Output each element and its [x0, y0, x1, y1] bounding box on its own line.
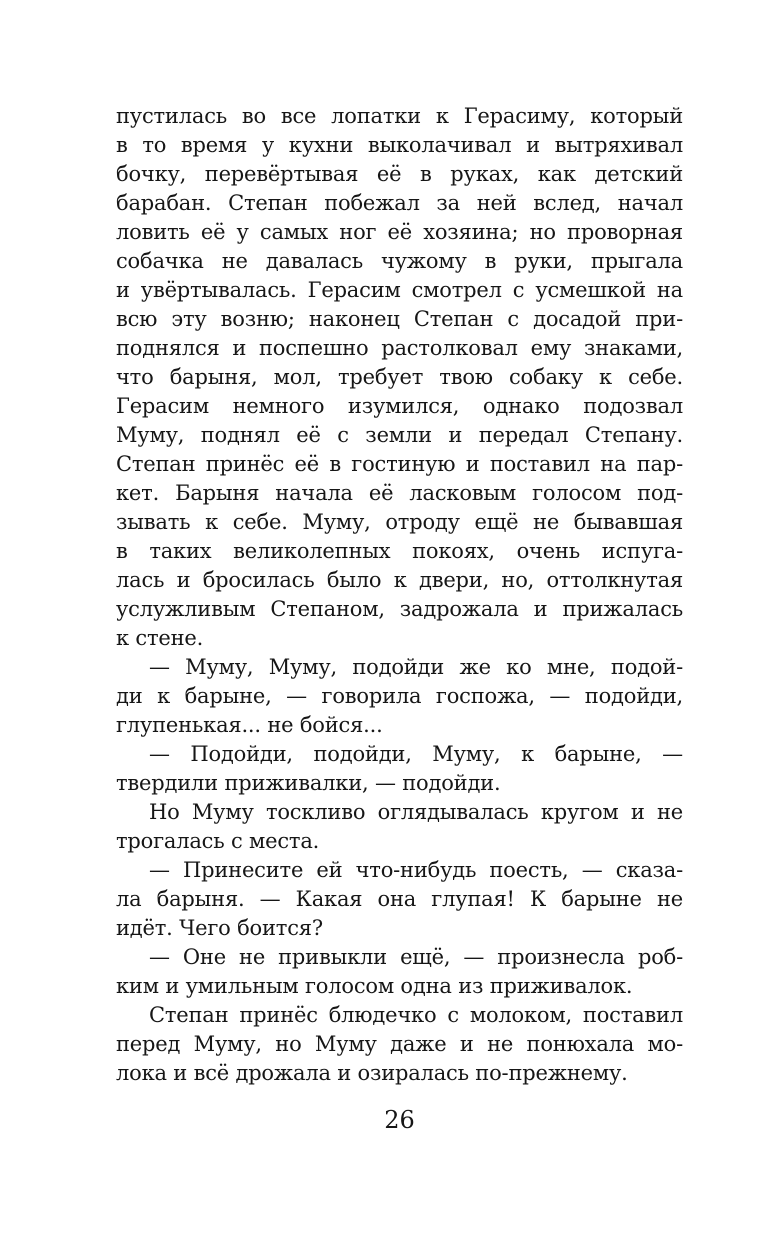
text-line: и увёртывалась. Герасим смотрел с усмешкой на [116, 278, 683, 302]
text-line: лока и всё дрожала и озиралась по-прежнему. [116, 1061, 628, 1085]
text-line: ловить её у самых ног её хозяина; но проворная [116, 220, 683, 244]
text-line: в таких великолепных покоях, очень испуга- [116, 539, 683, 563]
paragraph [116, 653, 683, 740]
body-text [116, 102, 683, 1088]
text-line: собачка не давалась чужому в руки, прыгала [116, 249, 683, 273]
text-line: барабан. Степан побежал за ней вслед, начал [116, 191, 683, 215]
text-line: ким и умильным голосом одна из приживалок. [116, 974, 633, 998]
text-line: всю эту возню; наконец Степан с досадой при- [116, 307, 683, 331]
paragraph [116, 1001, 683, 1088]
text-line: Степан принёс её в гостиную и поставил на пар- [116, 452, 683, 476]
paragraph [116, 798, 683, 856]
text-line: кет. Барыня начала её ласковым голосом под- [116, 481, 683, 505]
text-line: Степан принёс блюдечко с молоком, поставил [149, 1003, 683, 1027]
text-line: — Оне не привыкли ещё, — произнесла роб- [149, 945, 683, 969]
text-line: зывать к себе. Муму, отроду ещё не бывавшая [116, 510, 683, 534]
text-line: поднялся и поспешно растолковал ему знаками, [116, 336, 683, 360]
text-line: к стене. [116, 626, 204, 650]
text-line: глупенькая... не бойся... [116, 713, 383, 737]
text-line: что барыня, мол, требует твою собаку к себе. [116, 365, 683, 389]
text-line: бочку, перевёртывая её в руках, как детский [116, 162, 683, 186]
text-line: Муму, поднял её с земли и передал Степану. [116, 423, 683, 447]
text-line: твердили приживалки, — подойди. [116, 771, 501, 795]
paragraph [116, 102, 683, 653]
paragraph [116, 943, 683, 1001]
text-line: — Муму, Муму, подойди же ко мне, подой- [149, 655, 683, 679]
text-line: ди к барыне, — говорила госпожа, — подойди, [116, 684, 683, 708]
text-line: Герасим немного изумился, однако подозвал [116, 394, 683, 418]
page-number: 26 [384, 1106, 415, 1134]
text-line: услужливым Степаном, задрожала и прижалась [116, 597, 683, 621]
text-line: — Подойди, подойди, Муму, к барыне, — [149, 742, 683, 766]
paragraph [116, 856, 683, 943]
text-line: — Принесите ей что-нибудь поесть, — сказа- [149, 858, 683, 882]
paragraph [116, 740, 683, 798]
text-line: перед Муму, но Муму даже и не понюхала мо- [116, 1032, 683, 1056]
text-line: Но Муму тоскливо оглядывалась кругом и не [149, 800, 683, 824]
text-line: лась и бросилась было к двери, но, оттолкнутая [116, 568, 683, 592]
text-line: идёт. Чего боится? [116, 916, 323, 940]
text-line: трогалась с места. [116, 829, 320, 853]
text-line: пустилась во все лопатки к Герасиму, который [116, 104, 683, 128]
text-line: ла барыня. — Какая она глупая! К барыне не [116, 887, 683, 911]
text-line: в то время у кухни выколачивал и вытряхивал [116, 133, 683, 157]
